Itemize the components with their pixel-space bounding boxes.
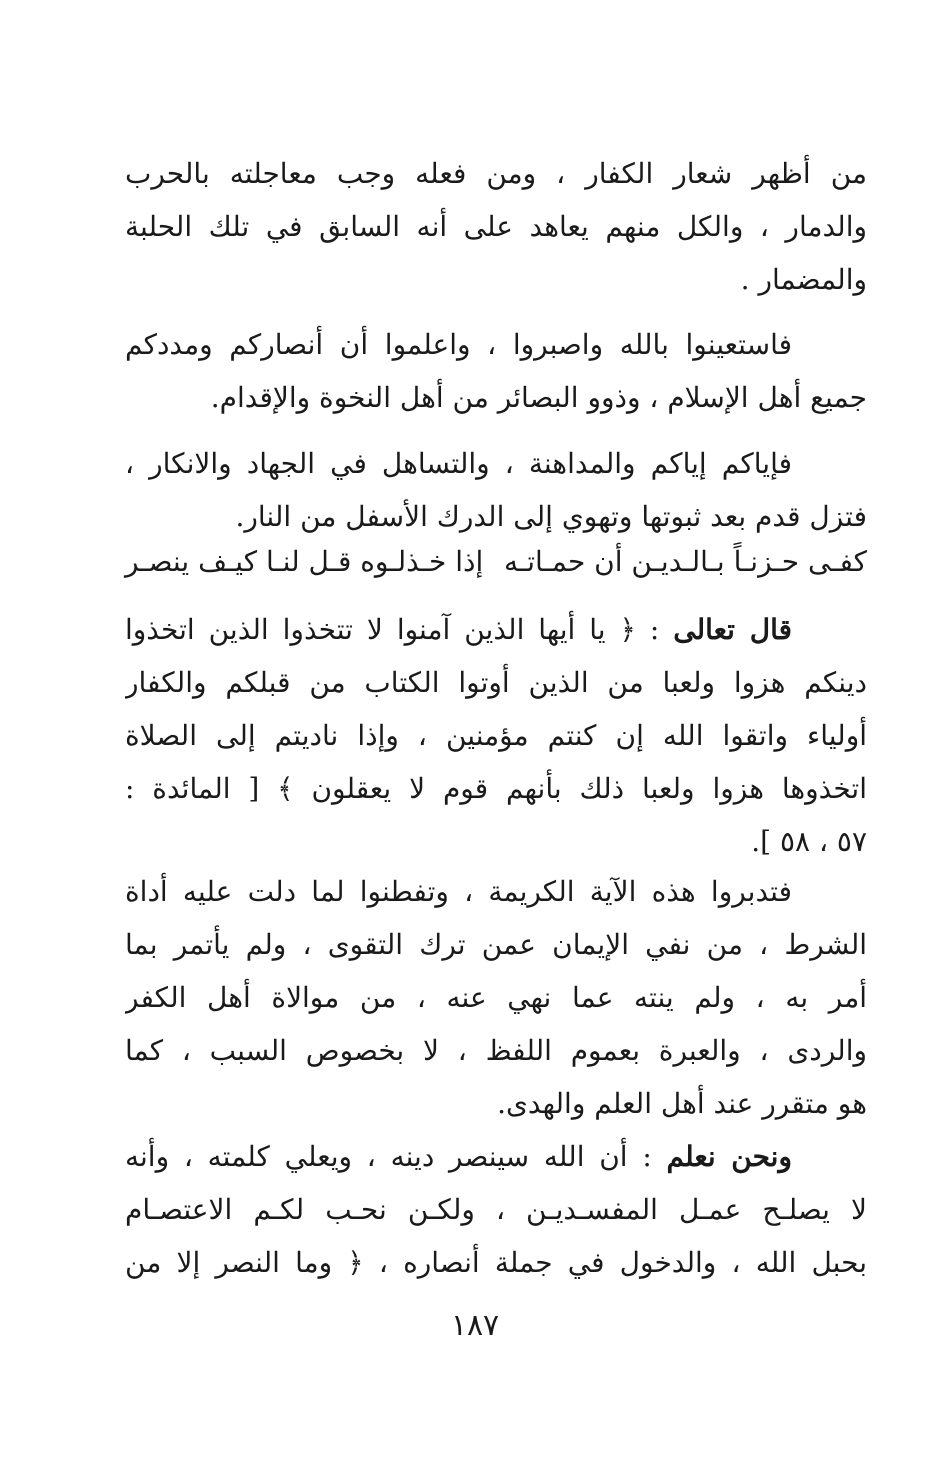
text-line: فتدبروا هذه الآية الكريمة ، وتفطنوا لما دلت عليه أداة — [125, 875, 792, 908]
text-span: : أن الله سينصر دينه ، ويعلي كلمته ، وأنه — [125, 1140, 667, 1173]
verse-second-hemistich: إذا خـذلـوه قـل لنـا كيـف ينصـر — [125, 545, 484, 578]
text-line: من أظهر شعار الكفار ، ومن فعله وجب معاجلته بالحرب — [125, 157, 867, 190]
text-line: لا يصلـح عمـل المفسـديـن ، ولكـن نحـب لكـم الاعتصـام — [125, 1193, 867, 1226]
reflection-paragraph — [125, 865, 867, 1130]
text-line: الشرط ، من نفي الإيمان عمن ترك التقوى ، ولم يأتمر بما — [125, 928, 867, 961]
poetry-verse — [125, 535, 867, 588]
text-line: أمر به ، ولم ينته عما نهي عنه ، من موالاة أهل الكفر — [125, 981, 867, 1014]
paragraph-2 — [125, 318, 867, 424]
text-line: فإياكم إياكم والمداهنة ، والتساهل في الجهاد والانكار ، — [125, 447, 792, 480]
text-line: هو متقرر عند أهل العلم والهدى. — [497, 1087, 867, 1120]
text-line: فتزل قدم بعد ثبوتها وتهوي إلى الدرك الأسفل من النار. — [235, 500, 867, 533]
text-line: والمضمار . — [740, 263, 867, 296]
lead-phrase: ونحن نعلم — [666, 1140, 793, 1173]
page-number: ١٨٧ — [450, 1308, 500, 1343]
text-line: جميع أهل الإسلام ، وذوو البصائر من أهل النخوة والإقدام. — [210, 381, 867, 414]
text-line: اتخذوها هزوا ولعبا ذلك بأنهم قوم لا يعقلون ﴾ [ المائدة : — [125, 772, 867, 805]
paragraph-3 — [125, 437, 867, 543]
verse-first-hemistich: كفـى حـزنـاً بـالـديـن أن حمـاتـه — [504, 545, 867, 578]
text-line: أولياء واتقوا الله إن كنتم مؤمنين ، وإذا ناديتم إلى الصلاة — [125, 719, 867, 752]
text-line — [125, 603, 867, 656]
text-line: دينكم هزوا ولعبا من الذين أوتوا الكتاب من قبلكم والكفار — [125, 666, 867, 699]
text-line: والردى ، والعبرة بعموم اللفظ ، لا بخصوص السبب ، كما — [125, 1034, 867, 1067]
quran-paragraph — [125, 603, 867, 868]
text-line: بحبل الله ، والدخول في جملة أنصاره ، ﴿ وما النصر إلا من — [125, 1246, 867, 1279]
text-line: فاستعينوا بالله واصبروا ، واعلموا أن أنصاركم ومددكم — [125, 328, 792, 361]
paragraph-1 — [125, 147, 867, 306]
text-line — [125, 1130, 867, 1183]
lead-phrase: قال تعالى — [673, 613, 792, 646]
final-paragraph — [125, 1130, 867, 1289]
text-span: : ﴿ يا أيها الذين آمنوا لا تتخذوا الذين اتخذوا — [125, 613, 674, 646]
text-line: ٥٧ ، ٥٨ ]. — [751, 825, 867, 858]
text-line: والدمار ، والكل منهم يعاهد على أنه السابق في تلك الحلبة — [125, 210, 867, 243]
